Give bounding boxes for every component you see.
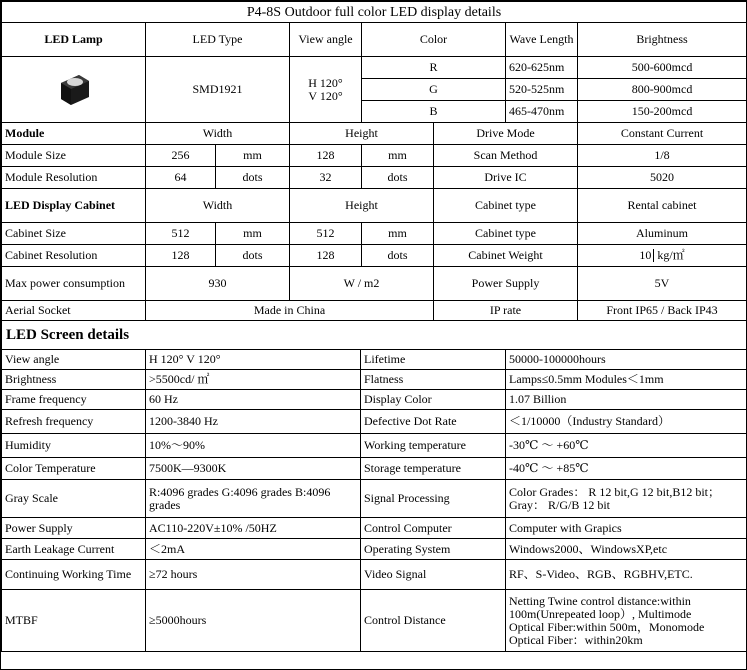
module-res-height: 32 [290, 167, 362, 189]
cabinet-type2-label: Cabinet type [434, 223, 578, 245]
max-power-value: 930 [146, 267, 290, 301]
led-type-value: SMD1921 [146, 57, 290, 123]
led-lamp-icon [55, 71, 93, 109]
cabinet-res-width-unit: dots [216, 245, 290, 267]
max-power-unit: W / m2 [290, 267, 434, 301]
color-g: G [362, 79, 506, 101]
cabinet-weight-label: Cabinet Weight [434, 245, 578, 267]
screen-label: Display Color [361, 390, 506, 410]
color-b: B [362, 101, 506, 123]
cabinet-size-width-unit: mm [216, 223, 290, 245]
header-wave-length: Wave Length [506, 23, 578, 57]
screen-value: AC110-220V±10% /50HZ [146, 518, 361, 539]
drive-mode-value: Constant Current [578, 123, 747, 145]
screen-value: RF、S-Video、RGB、RGBHV,ETC. [506, 560, 747, 590]
module-resolution-label: Module Resolution [2, 167, 146, 189]
screen-value: -30℃ ～ +60℃ [506, 434, 747, 458]
screen-value: Color Grades： R 12 bit,G 12 bit,B12 bit； Gray： R/G/B 12 bit [506, 480, 747, 518]
screen-label: Gray Scale [2, 480, 146, 518]
cabinet-weight-unit: kg/㎡ [657, 248, 685, 262]
view-angle-value [290, 57, 362, 123]
screen-label: Signal Processing [361, 480, 506, 518]
screen-value: ≥5000hours [146, 590, 361, 652]
bright-b: 150-200mcd [578, 101, 747, 123]
module-header: Module [2, 123, 146, 145]
header-color: Color [362, 23, 506, 57]
drive-ic-value: 5020 [578, 167, 747, 189]
cabinet-size-label: Cabinet Size [2, 223, 146, 245]
cabinet-resolution-label: Cabinet Resolution [2, 245, 146, 267]
header-view-angle: View angle [290, 23, 362, 57]
max-power-label: Max power consumption [2, 267, 146, 301]
screen-label: Color Temperature [2, 458, 146, 480]
aerial-socket-value: Made in China [146, 301, 434, 321]
screen-value: 50000-100000hours [506, 350, 747, 370]
cabinet-type-value: Rental cabinet [578, 189, 747, 223]
cabinet-res-height: 128 [290, 245, 362, 267]
spec-table [1, 1, 747, 350]
screen-label: Brightness [2, 370, 146, 390]
scan-method-label: Scan Method [434, 145, 578, 167]
screen-details-table [1, 349, 747, 652]
screen-label: Operating System [361, 539, 506, 560]
screen-label: Frame frequency [2, 390, 146, 410]
screen-label: Power Supply [2, 518, 146, 539]
header-led-lamp: LED Lamp [2, 23, 146, 57]
module-size-label: Module Size [2, 145, 146, 167]
screen-value: 1.07 Billion [506, 390, 747, 410]
cabinet-res-width: 128 [146, 245, 216, 267]
screen-row [2, 410, 747, 434]
screen-label: Video Signal [361, 560, 506, 590]
cabinet-res-height-unit: dots [362, 245, 434, 267]
cabinet-width-header: Width [146, 189, 290, 223]
bright-r: 500-600mcd [578, 57, 747, 79]
screen-value: -40℃ ～ +85℃ [506, 458, 747, 480]
aerial-socket-label: Aerial Socket [2, 301, 146, 321]
drive-mode-label: Drive Mode [434, 123, 578, 145]
screen-value: Lamps≤0.5mm Modules＜1mm [506, 370, 747, 390]
screen-value: H 120° V 120° [146, 350, 361, 370]
screen-row [2, 590, 747, 652]
screen-label: View angle [2, 350, 146, 370]
screen-row [2, 458, 747, 480]
cabinet-height-header: Height [290, 189, 434, 223]
screen-value: >5500cd/ ㎡ [146, 370, 361, 390]
screen-label: Flatness [361, 370, 506, 390]
screen-label: Earth Leakage Current [2, 539, 146, 560]
cabinet-size-width: 512 [146, 223, 216, 245]
cabinet-weight-value: 10 [639, 249, 654, 262]
screen-label: Refresh frequency [2, 410, 146, 434]
screen-row [2, 518, 747, 539]
module-size-height-unit: mm [362, 145, 434, 167]
cabinet-header: LED Display Cabinet [2, 189, 146, 223]
screen-value: ＜2mA [146, 539, 361, 560]
module-width-header: Width [146, 123, 290, 145]
module-size-width: 256 [146, 145, 216, 167]
wave-g: 520-525nm [506, 79, 578, 101]
screen-rows [2, 350, 747, 652]
module-res-width-unit: dots [216, 167, 290, 189]
page-title: P4-8S Outdoor full color LED display details [2, 2, 747, 23]
cabinet-weight-cell [578, 245, 747, 267]
screen-value: 60 Hz [146, 390, 361, 410]
wave-b: 465-470nm [506, 101, 578, 123]
screen-value: R:4096 grades G:4096 grades B:4096 grades [146, 480, 361, 518]
screen-value: ≥72 hours [146, 560, 361, 590]
screen-label: Control Computer [361, 518, 506, 539]
cabinet-size-height: 512 [290, 223, 362, 245]
screen-row [2, 480, 747, 518]
header-brightness: Brightness [578, 23, 747, 57]
screen-row [2, 434, 747, 458]
header-led-type: LED Type [146, 23, 290, 57]
screen-label: Humidity [2, 434, 146, 458]
power-supply-label: Power Supply [434, 267, 578, 301]
screen-row [2, 390, 747, 410]
view-angle-text: H 120° V 120° [308, 75, 343, 103]
screen-label: MTBF [2, 590, 146, 652]
screen-label: Defective Dot Rate [361, 410, 506, 434]
power-supply-value: 5V [578, 267, 747, 301]
wave-r: 620-625nm [506, 57, 578, 79]
screen-value: Windows2000、WindowsXP,etc [506, 539, 747, 560]
screen-value: Netting Twine control distance:within 100m(Unrepeated loop）, Multimode Optical Fiber:within 500m，Monomode Optical Fiber：within20km [506, 590, 747, 652]
screen-row [2, 539, 747, 560]
lamp-image-cell [2, 57, 146, 123]
screen-value: Computer with Grapics [506, 518, 747, 539]
cabinet-type-label: Cabinet type [434, 189, 578, 223]
screen-value: 7500K—9300K [146, 458, 361, 480]
screen-row [2, 370, 747, 390]
screen-label: Working temperature [361, 434, 506, 458]
screen-label: Control Distance [361, 590, 506, 652]
screen-row [2, 560, 747, 590]
screen-label: Lifetime [361, 350, 506, 370]
ip-rate-label: IP rate [434, 301, 578, 321]
module-height-header: Height [290, 123, 434, 145]
screen-value: 10%～90% [146, 434, 361, 458]
screen-value: ＜1/10000（Industry Standard） [506, 410, 747, 434]
module-size-height: 128 [290, 145, 362, 167]
module-res-height-unit: dots [362, 167, 434, 189]
screen-details-heading: LED Screen details [2, 321, 747, 350]
screen-value: 1200-3840 Hz [146, 410, 361, 434]
screen-row [2, 350, 747, 370]
module-size-width-unit: mm [216, 145, 290, 167]
cabinet-type2-value: Aluminum [578, 223, 747, 245]
color-r: R [362, 57, 506, 79]
bright-g: 800-900mcd [578, 79, 747, 101]
screen-label: Continuing Working Time [2, 560, 146, 590]
cabinet-size-height-unit: mm [362, 223, 434, 245]
drive-ic-label: Drive IC [434, 167, 578, 189]
ip-rate-value: Front IP65 / Back IP43 [578, 301, 747, 321]
screen-label: Storage temperature [361, 458, 506, 480]
scan-method-value: 1/8 [578, 145, 747, 167]
module-res-width: 64 [146, 167, 216, 189]
